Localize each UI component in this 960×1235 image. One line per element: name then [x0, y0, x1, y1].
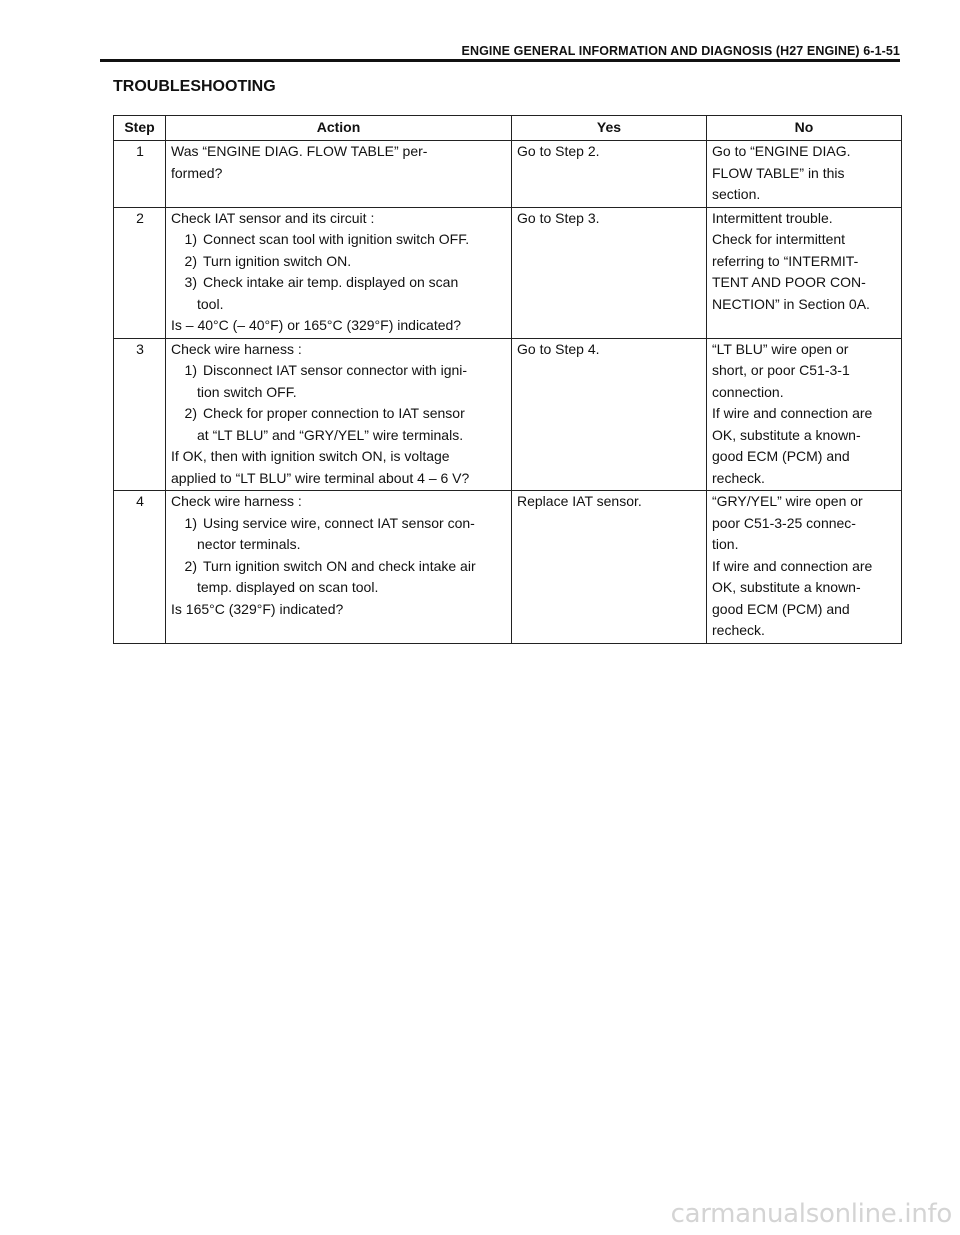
no-text-line: connection. [712, 383, 784, 400]
watermark: carmanualsonline.info [670, 1199, 952, 1229]
no-text-line: Check for intermittent [712, 231, 846, 247]
column-header-step: Step [114, 116, 166, 141]
action-step-item [171, 403, 507, 425]
no-text-line: “GRY/YEL” wire open or [712, 493, 863, 509]
table-header-row [114, 116, 902, 141]
action-step-number: 2) [184, 557, 197, 574]
action-cell [166, 491, 512, 644]
no-text-line: tion. [712, 536, 739, 552]
no-text-line: short, or poor C51-3-1 [712, 362, 850, 378]
action-cell [166, 141, 512, 208]
yes-text-line: Go to Step 4. [517, 340, 600, 357]
action-step-text: Check intake air temp. displayed on scan [203, 274, 459, 290]
action-step-item [171, 251, 507, 273]
action-text-line: Is – 40°C (– 40°F) or 165°C (329°F) indicated? [171, 317, 462, 333]
action-step-item [171, 272, 507, 294]
action-text-line: Check IAT sensor and its circuit : [171, 209, 375, 226]
page-header: ENGINE GENERAL INFORMATION AND DIAGNOSIS (H27 ENGINE) 6-1-51 [461, 44, 900, 58]
action-step-item [171, 229, 507, 251]
action-step-text: Connect scan tool with ignition switch OFF. [203, 231, 470, 247]
no-text-line: good ECM (PCM) and [712, 448, 850, 464]
no-text-line: section. [712, 186, 761, 202]
no-text-line: TENT AND POOR CON- [712, 274, 866, 290]
no-text-line: recheck. [712, 622, 765, 638]
action-text-line: Check wire harness : [171, 493, 302, 509]
header-rule [100, 59, 900, 62]
no-text-line: FLOW TABLE” in this [712, 164, 845, 181]
action-step-text: Turn ignition switch ON and check intake air [203, 557, 476, 574]
table-body [114, 141, 902, 644]
action-text-line: Was “ENGINE DIAG. FLOW TABLE” per- [171, 143, 428, 159]
action-step-continuation: tion switch OFF. [197, 383, 297, 400]
yes-cell [512, 338, 707, 491]
no-text-line: Go to “ENGINE DIAG. [712, 143, 851, 159]
no-text-line: “LT BLU” wire open or [712, 340, 849, 357]
step-cell: 3 [114, 338, 166, 491]
step-cell: 2 [114, 207, 166, 338]
no-cell [707, 338, 902, 491]
action-step-item [171, 556, 507, 578]
action-step-text: Using service wire, connect IAT sensor con- [203, 514, 475, 531]
yes-text-line: Go to Step 2. [517, 143, 600, 159]
no-cell [707, 207, 902, 338]
no-cell [707, 141, 902, 208]
yes-cell [512, 207, 707, 338]
action-step-item [171, 360, 507, 382]
no-text-line: poor C51-3-25 connec- [712, 514, 856, 531]
step-cell: 4 [114, 491, 166, 644]
column-header-action: Action [166, 116, 512, 141]
action-step-number: 2) [184, 252, 197, 269]
action-text-line: applied to “LT BLU” wire terminal about 4 – 6 V? [171, 469, 470, 486]
action-step-number: 1) [184, 362, 197, 378]
yes-cell [512, 491, 707, 644]
action-step-continuation: at “LT BLU” and “GRY/YEL” wire terminals. [197, 426, 464, 443]
action-text-line: If OK, then with ignition switch ON, is voltage [171, 448, 450, 464]
column-header-no: No [707, 116, 902, 141]
no-text-line: If wire and connection are [712, 557, 873, 574]
action-cell [166, 207, 512, 338]
table-row [114, 207, 902, 338]
yes-text-line: Go to Step 3. [517, 209, 600, 226]
table-row [114, 141, 902, 208]
no-cell [707, 491, 902, 644]
no-text-line: OK, substitute a known- [712, 426, 861, 443]
no-text-line: Intermittent trouble. [712, 209, 833, 226]
action-step-continuation: tool. [197, 295, 224, 312]
yes-text-line: Replace IAT sensor. [517, 493, 642, 509]
yes-cell [512, 141, 707, 208]
action-step-text: Disconnect IAT sensor connector with igni- [203, 362, 468, 378]
action-text-line: formed? [171, 164, 223, 181]
action-step-text: Check for proper connection to IAT sensor [203, 405, 465, 421]
no-text-line: NECTION” in Section 0A. [712, 295, 870, 312]
no-text-line: good ECM (PCM) and [712, 600, 850, 617]
section-title: TROUBLESHOOTING [113, 78, 276, 95]
action-step-number: 1) [184, 514, 197, 531]
action-text-line: Check wire harness : [171, 340, 302, 357]
column-header-yes: Yes [512, 116, 707, 141]
no-text-line: If wire and connection are [712, 405, 873, 421]
action-cell [166, 338, 512, 491]
action-step-text: Turn ignition switch ON. [203, 252, 352, 269]
no-text-line: referring to “INTERMIT- [712, 252, 859, 269]
troubleshooting-table [113, 115, 902, 644]
action-step-continuation: temp. displayed on scan tool. [197, 579, 379, 595]
action-text-line: Is 165°C (329°F) indicated? [171, 600, 344, 617]
table-row [114, 338, 902, 491]
action-step-number: 3) [184, 274, 197, 290]
action-step-continuation: nector terminals. [197, 536, 301, 552]
action-step-item [171, 513, 507, 535]
step-cell: 1 [114, 141, 166, 208]
action-step-number: 2) [184, 405, 197, 421]
no-text-line: recheck. [712, 469, 765, 486]
table-row [114, 491, 902, 644]
no-text-line: OK, substitute a known- [712, 579, 861, 595]
action-step-number: 1) [184, 231, 197, 247]
